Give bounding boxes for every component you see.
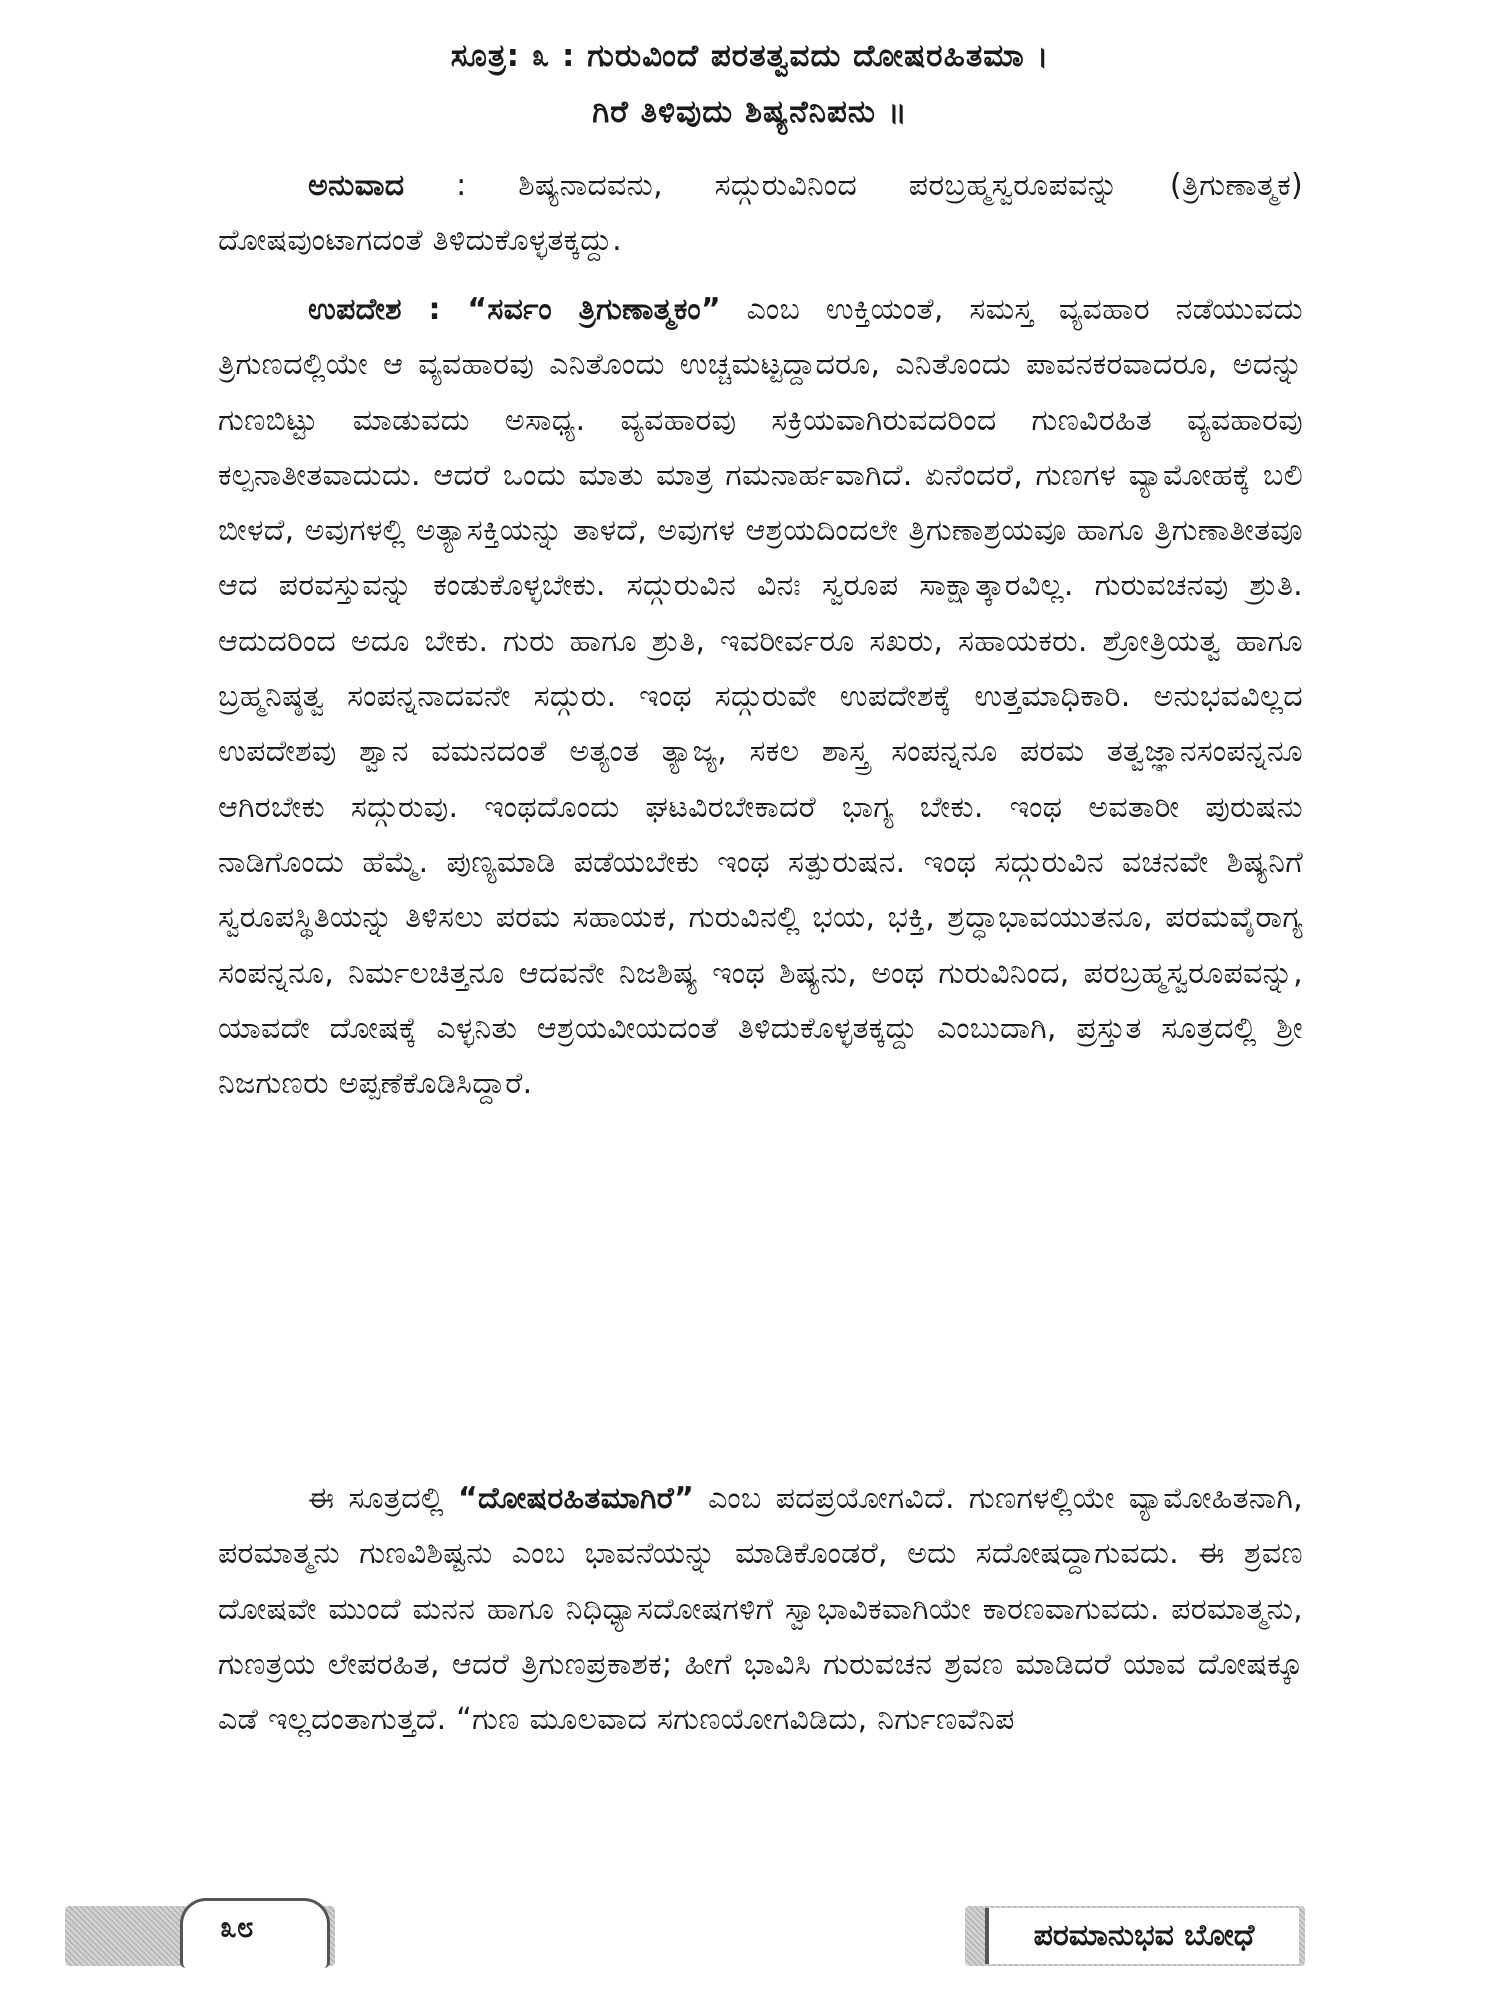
- closing-text: ಎಂಬ ಪದಪ್ರಯೋಗವಿದೆ. ಗುಣಗಳಲ್ಲಿಯೇ ವ್ಯಾಮೋಹಿತನಾಗಿ, ಪರಮಾತ್ಮನು ಗುಣವಿಶಿಷ್ಟನು ಎಂಬ ಭಾವನೆಯನ್ನು ಮಾಡಿಕೊಂಡರೆ, ಅದು ಸದೋಷದ್ದಾಗುವದು. ಈ ಶ್ರವಣ ದೋಷವೇ ಮುಂದೆ ಮನನ ಹಾಗೂ ನಿಧಿಧ್ಯಾಸದೋಷಗಳಿಗೆ ಸ್ವಾಭಾವಿಕವಾಗಿಯೇ ಕಾರಣವಾಗುವದು. ಪರಮಾತ್ಮನು, ಗುಣತ್ರಯ ಲೇಪರಹಿತ, ಆದರೆ ತ್ರಿಗುಣಪ್ರಕಾಶಕ; ಹೀಗೆ ಭಾವಿಸಿ ಗುರುವಚನ ಶ್ರವಣ ಮಾಡಿದರೆ ಯಾವ ದೋಷಕ್ಕೂ ಎಡೆ ಇಲ್ಲದಂತಾಗುತ್ತದೆ. “ಗುಣ ಮೂಲವಾದ ಸಗುಣಯೋಗವಿಡಿದು, ನಿರ್ಗುಣವೆನಿಪ: [218, 1481, 1303, 1738]
- closing-quote: “ದೋಷರಹಿತಮಾಗಿರೆ”: [457, 1481, 695, 1516]
- upadesha-text: ಎಂಬ ಉಕ್ತಿಯಂತೆ, ಸಮಸ್ತ ವ್ಯವಹಾರ ನಡೆಯುವದು ತ್ರಿಗುಣದಲ್ಲಿಯೇ ಆ ವ್ಯವಹಾರವು ಎನಿತೊಂದು ಉಚ್ಚಮಟ್ಟದ್ದಾದರೂ, ಎನಿತೊಂದು ಪಾವನಕರವಾದರೂ, ಅದನ್ನು ಗುಣಬಿಟ್ಟು ಮಾಡುವದು ಅಸಾಧ್ಯ. ವ್ಯವಹಾರವು ಸಕ್ರಿಯವಾಗಿರುವದರಿಂದ ಗುಣವಿರಹಿತ ವ್ಯವಹಾರವು ಕಲ್ಪನಾತೀತವಾದುದು. ಆದರೆ ಒಂದು ಮಾತು ಮಾತ್ರ ಗಮನಾರ್ಹವಾಗಿದೆ. ಏನೆಂದರೆ, ಗುಣಗಳ ವ್ಯಾಮೋಹಕ್ಕೆ ಬಲಿ ಬೀಳದೆ, ಅವುಗಳಲ್ಲಿ ಅತ್ಯಾಸಕ್ತಿಯನ್ನು ತಾಳದೆ, ಅವುಗಳ ಆಶ್ರಯದಿಂದಲೇ ತ್ರಿಗುಣಾಶ್ರಯವೂ ಹಾಗೂ ತ್ರಿಗುಣಾತೀತವೂ ಆದ ಪರವಸ್ತುವನ್ನು ಕಂಡುಕೊಳ್ಳಬೇಕು. ಸದ್ಗುರುವಿನ ವಿನಃ ಸ್ವರೂಪ ಸಾಕ್ಷಾತ್ಕಾರವಿಲ್ಲ. ಗುರುವಚನವು ಶ್ರುತಿ. ಆದುದರಿಂದ ಅದೂ ಬೇಕು. ಗುರು ಹಾಗೂ ಶ್ರುತಿ, ಇವರೀರ್ವರೂ ಸಖರು, ಸಹಾಯಕರು. ಶ್ರೋತ್ರಿಯತ್ವ ಹಾಗೂ ಬ್ರಹ್ಮನಿಷ್ಠತ್ವ ಸಂಪನ್ನನಾದವನೇ ಸದ್ಗುರು. ಇಂಥ ಸದ್ಗುರುವೇ ಉಪದೇಶಕ್ಕೆ ಉತ್ತಮಾಧಿಕಾರಿ. ಅನುಭವವಿಲ್ಲದ ಉಪದೇಶವು ಶ್ವಾನ ವಮನದಂತೆ ಅತ್ಯಂತ ತ್ಯಾಜ್ಯ, ಸಕಲ ಶಾಸ್ತ್ರ ಸಂಪನ್ನನೂ ಪರಮ ತತ್ವಜ್ಞಾನಸಂಪನ್ನನೂ ಆಗಿರಬೇಕು ಸದ್ಗುರುವು. ಇಂಥದೊಂದು ಘಟವಿರಬೇಕಾದರೆ ಭಾಗ್ಯ ಬೇಕು. ಇಂಥ ಅವತಾರೀ ಪುರುಷನು ನಾಡಿಗೊಂದು ಹೆಮ್ಮೆ. ಪುಣ್ಯಮಾಡಿ ಪಡೆಯಬೇಕು ಇಂಥ ಸತ್ಪುರುಷನ. ಇಂಥ ಸದ್ಗುರುವಿನ ವಚನವೇ ಶಿಷ್ಯನಿಗೆ ಸ್ವರೂಪಸ್ಥಿತಿಯನ್ನು ತಿಳಿಸಲು ಪರಮ ಸಹಾಯಕ, ಗುರುವಿನಲ್ಲಿ ಭಯ, ಭಕ್ತಿ, ಶ್ರದ್ಧಾಭಾವಯುತನೂ, ಪರಮವೈರಾಗ್ಯ ಸಂಪನ್ನನೂ, ನಿರ್ಮಲಚಿತ್ತನೂ ಆದವನೇ ನಿಜಶಿಷ್ಯ ಇಂಥ ಶಿಷ್ಯನು, ಅಂಥ ಗುರುವಿನಿಂದ, ಪರಬ್ರಹ್ಮಸ್ವರೂಪವನ್ನು, ಯಾವದೇ ದೋಷಕ್ಕೆ ಎಳ್ಳನಿತು ಆಶ್ರಯವೀಯದಂತೆ ತಿಳಿದುಕೊಳ್ಳತಕ್ಕದ್ದು ಎಂಬುದಾಗಿ, ಪ್ರಸ್ತುತ ಸೂತ್ರದಲ್ಲಿ ಶ್ರೀ ನಿಜಗುಣರು ಅಪ್ಪಣೆಕೊಡಿಸಿದ್ದಾರೆ.: [218, 292, 1304, 1102]
- anuvada-paragraph: [218, 158, 1303, 269]
- sutra-line-2: ಗಿರೆ ತಿಳಿವುದು ಶಿಷ್ಯನೆನಿಪನು ॥: [592, 94, 908, 130]
- sutra-heading: [230, 28, 1270, 140]
- closing-paragraph: [218, 1471, 1303, 1747]
- anuvada-text: : ಶಿಷ್ಯನಾದವನು, ಸದ್ಗುರುವಿನಿಂದ ಪರಬ್ರಹ್ಮಸ್ವರೂಪವನ್ನು (ತ್ರಿಗುಣಾತ್ಮಕ) ದೋಷವುಂಟಾಗದಂತೆ ತಿಳಿದುಕೊಳ್ಳತಕ್ಕದ್ದು.: [218, 168, 1303, 259]
- book-title: ಪರಮಾನುಭವ ಬೋಧೆ: [985, 1908, 1299, 1964]
- page-number: ೩೮: [220, 1910, 254, 1945]
- closing-pre: ಈ ಸೂತ್ರದಲ್ಲಿ: [308, 1481, 458, 1516]
- upadesha-label: ಉಪದೇಶ :: [308, 292, 441, 327]
- anuvada-label: ಅನುವಾದ: [308, 168, 405, 203]
- upadesha-quote: “ಸರ್ವಂ ತ್ರಿಗುಣಾತ್ಮಕಂ”: [440, 292, 721, 327]
- sutra-line-1: ಸೂತ್ರ: ೩ : ಗುರುವಿಂದೆ ಪರತತ್ವವದು ದೋಷರಹಿತಮಾ ।: [450, 38, 1050, 74]
- upadesha-paragraph: [218, 282, 1303, 1111]
